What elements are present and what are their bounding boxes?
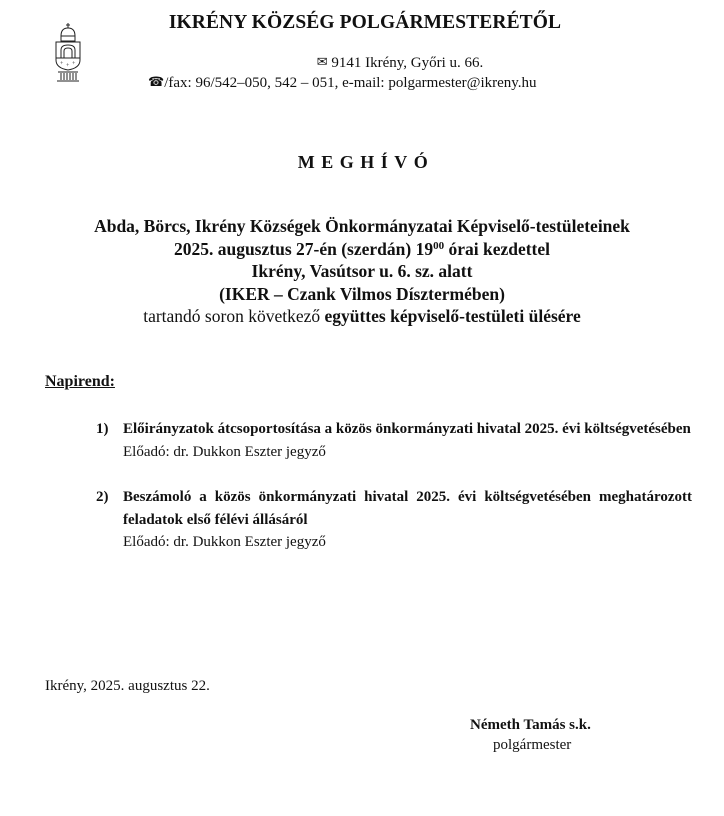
invite-line-location: Ikrény, Vasútsor u. 6. sz. alatt	[251, 261, 473, 281]
agenda-item-presenter: Előadó: dr. Dukkon Eszter jegyző	[123, 534, 326, 550]
agenda-list	[96, 418, 692, 577]
invite-line-meeting-type	[40, 305, 684, 328]
agenda-item-title: Beszámoló a közös önkormányzati hivatal 2025. évi költségvetésében meghatározott feladatok első félévi állásáról	[123, 489, 692, 528]
contact-info	[148, 75, 537, 92]
svg-text:+: +	[72, 61, 76, 67]
invite-date: 2025. augusztus 27-én (szerdán) 19	[173, 238, 434, 259]
telephone-icon: ☎	[148, 75, 165, 90]
agenda-item-title: Előirányzatok átcsoportosítása a közös önkormányzati hivatal 2025. évi költségvetésében	[123, 421, 691, 437]
address-text: 9141 Ikrény, Győri u. 66.	[331, 55, 484, 71]
document-title: MEGHÍVÓ	[297, 152, 435, 172]
postal-address	[0, 55, 724, 72]
place-and-date: Ikrény, 2025. augusztus 22.	[45, 678, 210, 694]
svg-text:+: +	[66, 63, 70, 69]
contact-text: /fax: 96/542–050, 542 – 051, e-mail: polgarmester@ikreny.hu	[164, 75, 537, 91]
invitation-block	[40, 215, 684, 328]
agenda-item-presenter: Előadó: dr. Dukkon Eszter jegyző	[123, 443, 326, 460]
agenda-item	[96, 418, 692, 463]
signer-role: polgármester	[493, 737, 572, 753]
envelope-icon: ✉	[316, 55, 328, 70]
agenda-item-number: 2)	[96, 489, 109, 505]
agenda-item-number: 1)	[96, 421, 109, 437]
invite-line-venue: (IKER – Czank Vilmos Dísztermében)	[219, 283, 505, 304]
agenda-item	[96, 486, 692, 554]
invite-line-datetime	[40, 238, 684, 261]
issuer-title: IKRÉNY KÖZSÉG POLGÁRMESTERÉTŐL	[168, 12, 562, 33]
invite-time-suffix: órai kezdettel	[444, 238, 551, 259]
meeting-type: együttes képviselő-testületi ülésére	[324, 306, 581, 326]
agenda-heading: Napirend:	[45, 373, 115, 390]
invite-time-minutes: 00	[433, 239, 445, 252]
meeting-type-prefix: tartandó soron következő	[143, 306, 325, 326]
svg-text:+: +	[60, 61, 64, 67]
invite-line-bodies: Abda, Börcs, Ikrény Községek Önkormányzatai Képviselő-testületeinek	[94, 216, 630, 236]
signer-name: Németh Tamás s.k.	[470, 717, 591, 733]
